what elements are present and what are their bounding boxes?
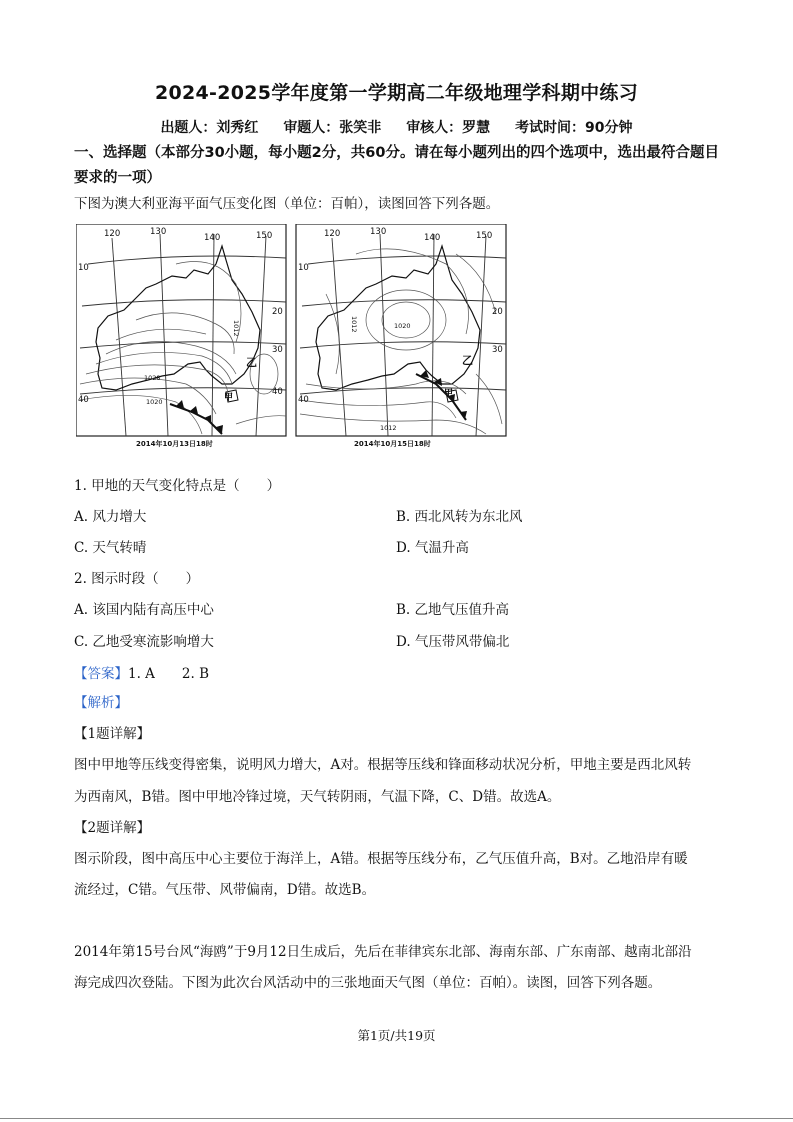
detail-2-label: 【2题详解】 [74,820,151,836]
q2-option-d[interactable]: D. 气压带风带偏北 [396,634,510,650]
map-right-place-yi: 乙 [462,354,473,367]
detail-1-label: 【1题详解】 [74,726,151,742]
setter: 出题人：刘秀红 [160,120,259,136]
map-right-lon-label: 140 [424,233,441,243]
q1-option-c[interactable]: C. 天气转晴 [74,540,147,556]
q2-option-b[interactable]: B. 乙地气压值升高 [396,602,510,618]
exam-time: 考试时间：90分钟 [515,120,633,136]
page-divider [0,1118,793,1119]
question-2-stem: 2. 图示时段（ ） [74,571,200,587]
map-left-lat-label: 30 [272,345,283,355]
map-right-isobar-label: 1020 [394,322,411,330]
map-left-isobar-label: 1012 [232,320,240,337]
map-left-place-jia: 甲 [224,393,234,403]
detail-2-line-2: 流经过，C错。气压带、风带偏南，D错。故选B。 [74,882,376,898]
map-left-caption: 2014年10月13日18时 [136,440,213,448]
map-right-lon-label: 150 [476,231,493,241]
map-left-isobar-label: 1020 [146,398,163,406]
reviewer: 审题人：张笑非 [283,120,382,136]
q2-option-c[interactable]: C. 乙地受寒流影响增大 [74,634,214,650]
map-right-lat-label: 40 [298,395,309,405]
q1-option-a[interactable]: A. 风力增大 [74,509,147,525]
question-1-stem: 1. 甲地的天气变化特点是（ ） [74,478,281,494]
detail-1-line-1: 图中甲地等压线变得密集，说明风力增大，A对。根据等压线和锋面移动状况分析，甲地主要是西北风转 [74,757,692,773]
answer-label: 【答案】 [74,666,128,682]
intro-2-line-1: 2014年第15号台风“海鸥”于9月12日生成后，先后在菲律宾东北部、海南东部、广东南部、越南北部沿 [74,944,692,960]
map-left-lat-label: 10 [78,263,89,273]
intro-2-line-2: 海完成四次登陆。下图为此次台风活动中的三张地面天气图（单位：百帕）。读图，回答下列各题。 [74,975,662,991]
answer-line [74,664,209,684]
map-left-lon-label: 130 [150,227,167,237]
map-left-lat-label: 20 [272,307,283,317]
map-left [76,224,286,448]
map-right-lon-label: 130 [370,227,387,237]
map-right-isobar-label: 1012 [350,316,358,333]
map-left-lat-label: 40 [272,387,283,397]
map-right-caption: 2014年10月15日18时 [354,440,431,448]
map-left-lon-label: 140 [204,233,221,243]
map-right-lat-label: 10 [298,263,309,273]
page-title: 2024-2025学年度第一学期高二年级地理学科期中练习 [154,82,639,104]
map-left-lat-label: 40 [78,395,89,405]
weather-maps [76,224,508,450]
detail-2-line-1: 图示阶段，图中高压中心主要位于海洋上，A错。根据等压线分布，乙气压值升高，B对。乙地沿岸有暖 [74,851,688,867]
q1-option-d[interactable]: D. 气温升高 [396,540,469,556]
map-right-lon-label: 120 [324,229,341,239]
section-heading: 一、选择题（本部分30小题，每小题2分，共60分。请在每小题列出的四个选项中，选出最符合题目要求的一项） [74,145,719,186]
intro-text: 下图为澳大利亚海平面气压变化图（单位：百帕），读图回答下列各题。 [74,196,500,212]
q1-option-b[interactable]: B. 西北风转为东北风 [396,509,523,525]
map-right [296,224,506,448]
map-right-lat-label: 20 [492,307,503,317]
map-right-place-jia: 甲 [444,389,454,399]
answer-text: 1. A 2. B [128,666,210,682]
map-left-lon-label: 150 [256,231,273,241]
q2-option-a[interactable]: A. 该国内陆有高压中心 [74,602,214,618]
map-right-isobar-label: 1012 [380,424,397,432]
map-left-lon-label: 120 [104,229,121,239]
checker: 审核人：罗慧 [406,120,491,136]
page-footer: 第1页/共19页 [357,1028,436,1043]
detail-1-line-2: 为西南风，B错。图中甲地冷锋过境，天气转阴雨，气温下降，C、D错。故选A。 [74,789,561,805]
exam-info [0,117,793,137]
map-right-lat-label: 30 [492,345,503,355]
map-left-place-yi: 乙 [246,356,257,369]
analysis-label: 【解析】 [74,695,128,711]
map-left-isobar-label: 1028 [144,374,161,382]
